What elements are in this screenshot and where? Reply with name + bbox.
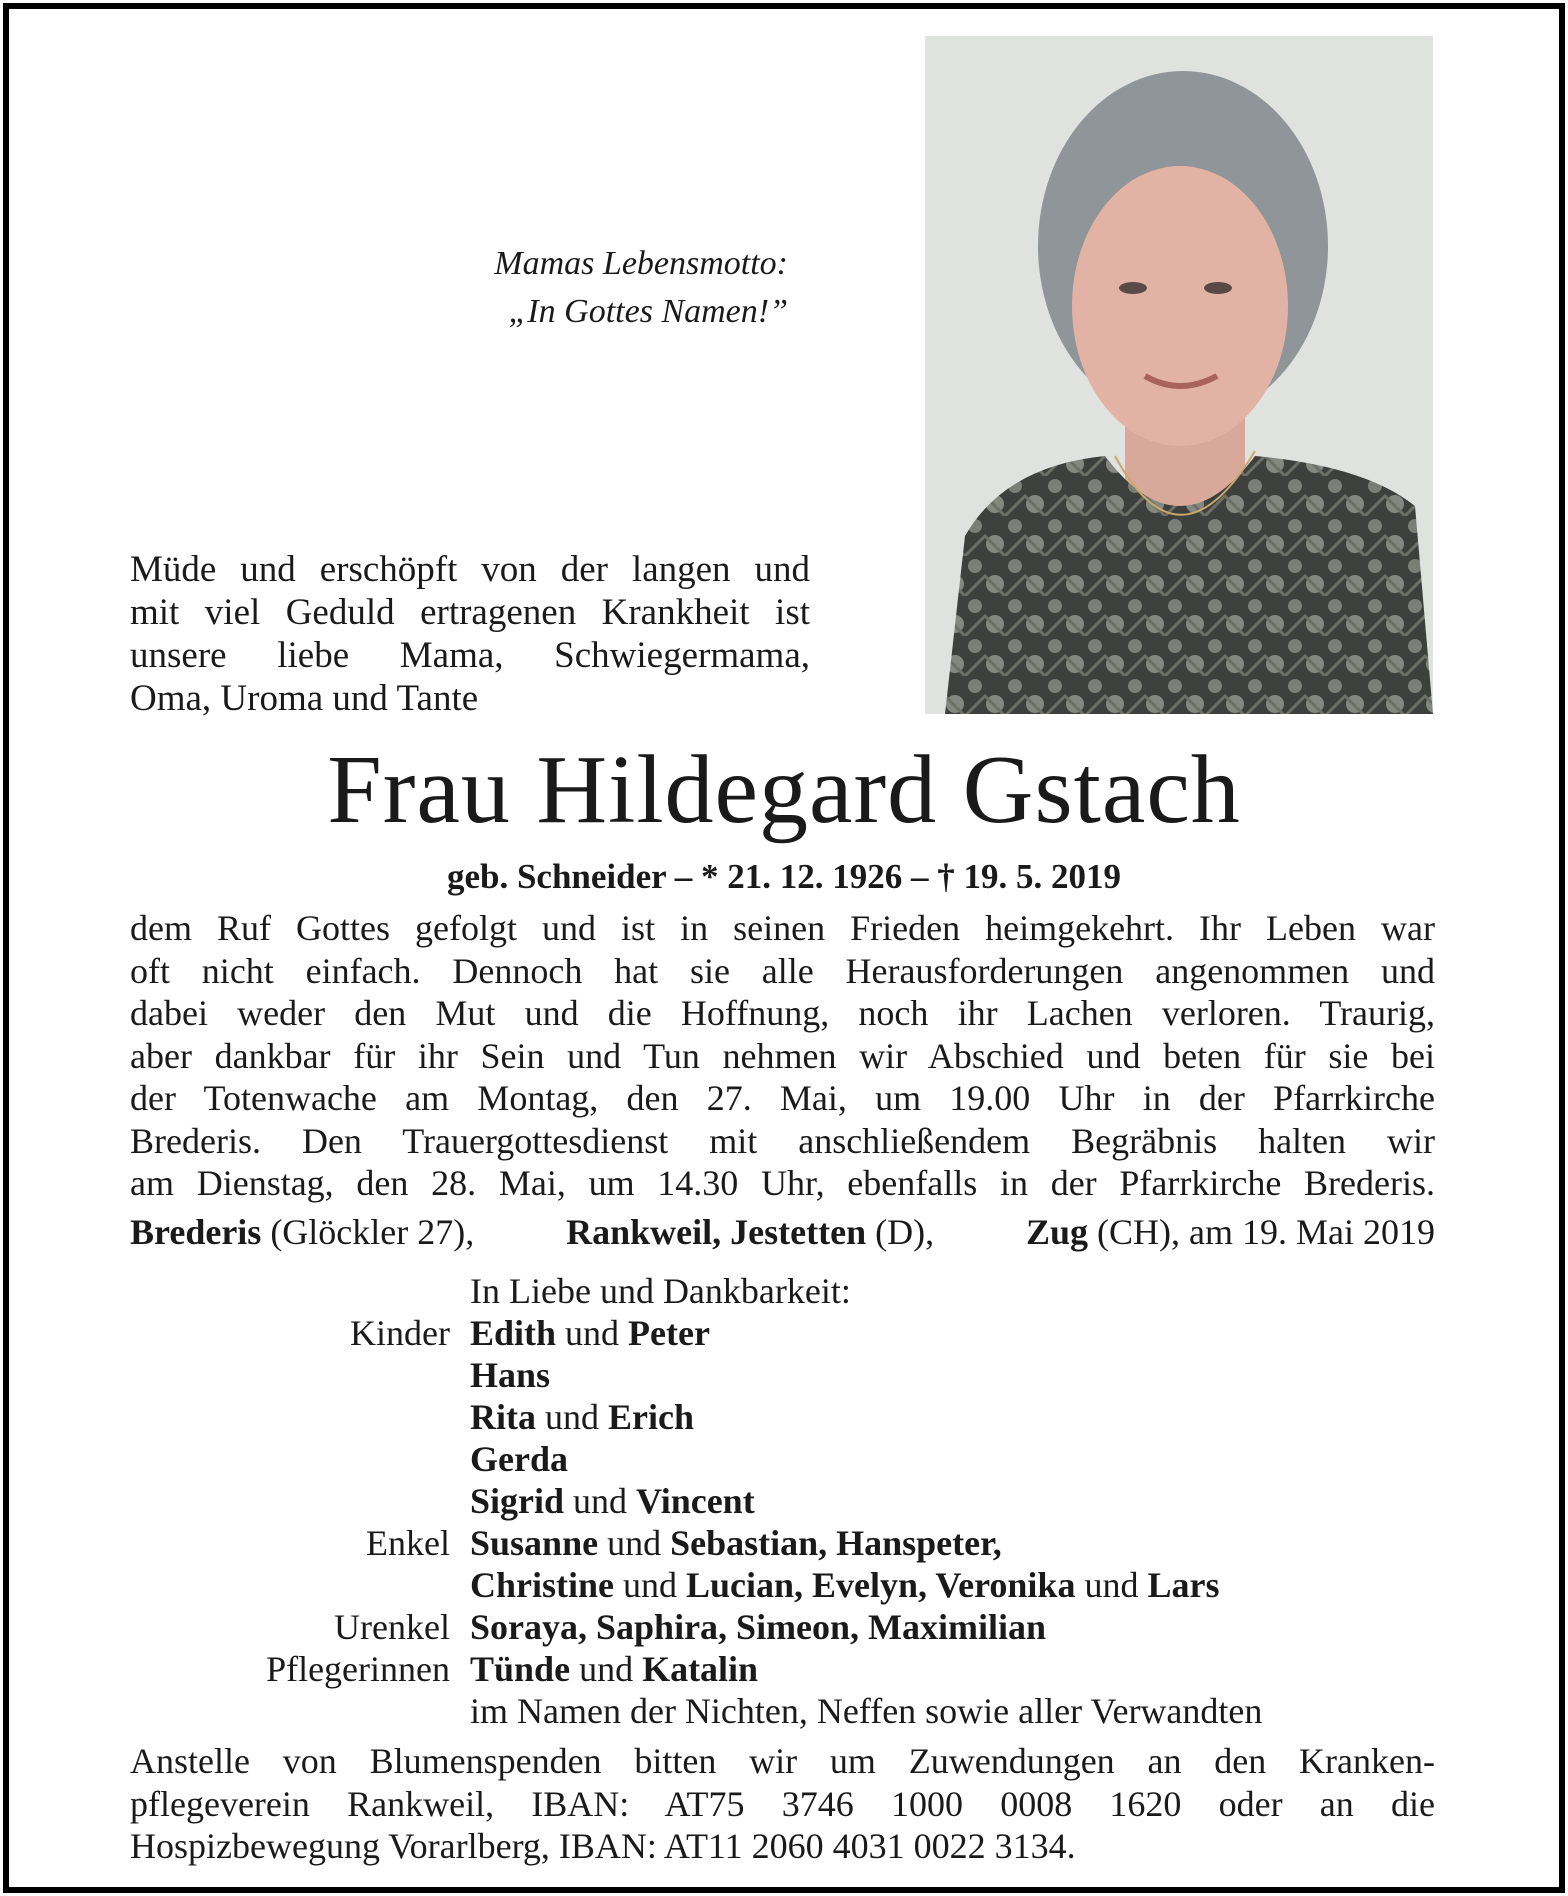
role-kinder: Kinder bbox=[350, 1313, 450, 1353]
place-brederis: Brederis bbox=[130, 1212, 262, 1252]
family-name: Lars bbox=[1147, 1565, 1220, 1605]
role-enkel: Enkel bbox=[366, 1523, 450, 1563]
place-brederis-detail: (Glöckler 27), bbox=[261, 1212, 475, 1252]
portrait-illustration bbox=[925, 36, 1433, 714]
intro-line: unsere liebe Mama, Schwiegermama, bbox=[130, 635, 810, 676]
body-line: aber dankbar für ihr Sein und Tun nehmen wir Abschied und beten für sie bei bbox=[130, 1035, 1435, 1076]
motto-line-2: „In Gottes Namen!” bbox=[508, 293, 788, 330]
and-word: und bbox=[565, 1313, 620, 1353]
family-name: Tünde bbox=[470, 1649, 571, 1689]
and-word: und bbox=[545, 1397, 599, 1437]
family-name: Sebastian, Hanspeter, bbox=[670, 1523, 1002, 1563]
role-pflegerinnen: Pflegerinnen bbox=[266, 1649, 450, 1689]
family-name: Edith bbox=[470, 1313, 557, 1353]
body-line: dem Ruf Gottes gefolgt und ist in seinen Frieden heimgekehrt. Ihr Leben war bbox=[130, 908, 1435, 948]
and-word: und bbox=[623, 1565, 677, 1605]
family-name: Sigrid bbox=[470, 1481, 565, 1521]
body-line: dabei weder den Mut und die Hoffnung, noch ihr Lachen verloren. Traurig, bbox=[130, 993, 1435, 1033]
intro-line: mit viel Geduld ertragenen Krankheit ist bbox=[130, 592, 810, 633]
family-name: Lucian, Evelyn, Veronika bbox=[686, 1565, 1076, 1605]
birth-death-dates: geb. Schneider – * 21. 12. 1926 – † 19. 5. 2019 bbox=[446, 857, 1122, 896]
body-line: Brederis. Den Trauergottesdienst mit anschließendem Begräbnis halten wir bbox=[130, 1120, 1435, 1161]
places-and-date bbox=[130, 1210, 1435, 1254]
body-line: am Dienstag, den 28. Mai, um 14.30 Uhr, ebenfalls in der Pfarrkirche Brederis. bbox=[130, 1163, 1435, 1203]
body-line: der Totenwache am Montag, den 27. Mai, um 19.00 Uhr in der Pfarrkirche bbox=[130, 1078, 1435, 1118]
family-heading: In Liebe und Dankbarkeit: bbox=[470, 1271, 851, 1311]
donation-line: pflegeverein Rankweil, IBAN: AT75 3746 1000 0008 1620 oder an die bbox=[130, 1783, 1435, 1824]
intro-line: Oma, Uroma und Tante bbox=[130, 678, 479, 719]
and-word: und bbox=[579, 1649, 634, 1689]
place-rankweil-jestetten: Rankweil, Jestetten bbox=[566, 1212, 867, 1252]
family-name: Rita bbox=[470, 1397, 536, 1437]
family-name: Susanne bbox=[470, 1523, 599, 1563]
family-name: Gerda bbox=[470, 1439, 568, 1479]
and-word: und bbox=[607, 1523, 662, 1563]
family-name: Peter bbox=[628, 1313, 710, 1353]
and-word: und bbox=[573, 1481, 628, 1521]
portrait-photo bbox=[925, 36, 1433, 714]
motto-line-1: Mamas Lebensmotto: bbox=[494, 245, 788, 282]
family-name: Soraya, Saphira, Simeon, Maximilian bbox=[470, 1607, 1047, 1647]
life-motto bbox=[494, 240, 788, 336]
family-name: Vincent bbox=[636, 1481, 755, 1521]
family-closing: im Namen der Nichten, Neffen sowie aller Verwandten bbox=[470, 1691, 1263, 1731]
role-urenkel: Urenkel bbox=[334, 1607, 450, 1647]
donation-line: Anstelle von Blumenspenden bitten wir um Zuwendungen an den Kranken- bbox=[130, 1741, 1435, 1781]
donation-request bbox=[130, 1740, 1435, 1868]
family-name: Katalin bbox=[642, 1649, 759, 1689]
intro-line: Müde und erschöpft von der langen und bbox=[130, 549, 810, 590]
intro-paragraph bbox=[130, 548, 810, 720]
family-name: Erich bbox=[608, 1397, 694, 1437]
and-word: und bbox=[1084, 1565, 1139, 1605]
place-zug: Zug bbox=[1025, 1212, 1089, 1252]
body-line: oft nicht einfach. Dennoch hat sie alle Herausforderungen angenommen und bbox=[130, 950, 1435, 991]
place-zug-detail: (CH), am 19. Mai 2019 bbox=[1088, 1212, 1435, 1252]
deceased-name: Frau Hildegard Gstach bbox=[327, 736, 1241, 844]
notice-body bbox=[130, 907, 1435, 1205]
family-name: Christine bbox=[470, 1565, 614, 1605]
family-list bbox=[130, 1270, 1460, 1732]
donation-line: Hospizbewegung Vorarlberg, IBAN: AT11 2060 4031 0022 3134. bbox=[130, 1826, 1076, 1866]
place-jestetten-detail: (D), bbox=[866, 1212, 935, 1252]
family-name: Hans bbox=[470, 1355, 551, 1395]
